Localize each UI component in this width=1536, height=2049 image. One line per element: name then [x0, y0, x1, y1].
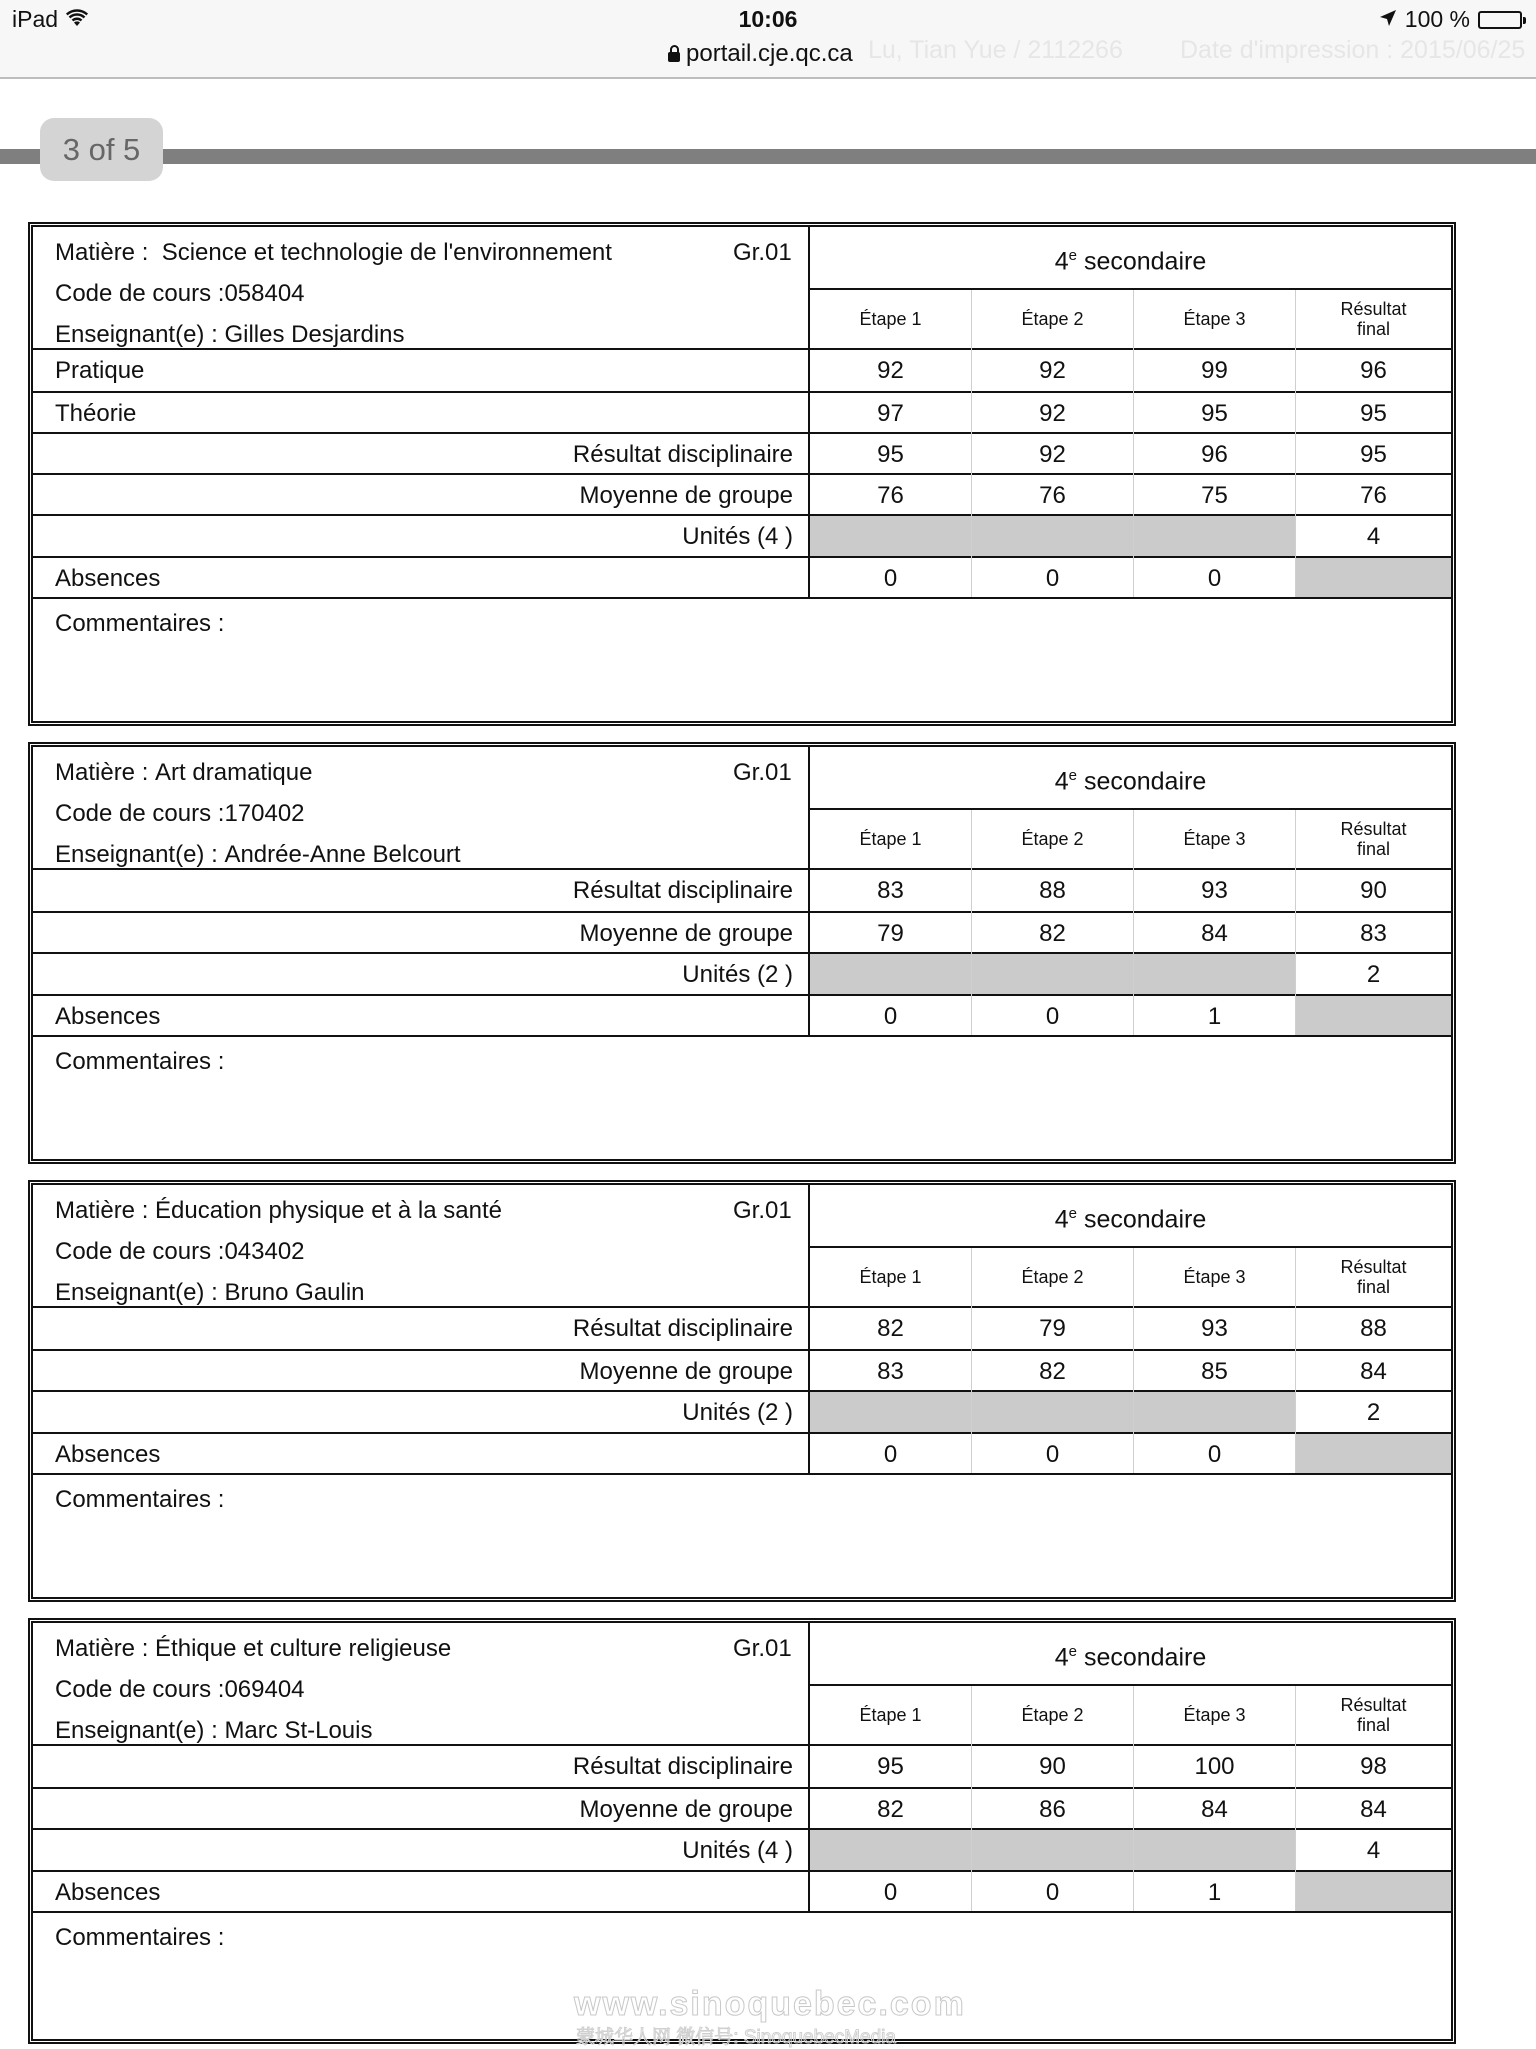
subject-line: Matière : Éthique et culture religieuse	[55, 1635, 452, 1662]
course-code: 058404	[224, 280, 305, 307]
col-resultat-final: Résultat final	[1340, 1257, 1407, 1297]
col-etape-1: Étape 1	[859, 829, 922, 849]
page-divider	[0, 149, 1536, 164]
cell: 0	[1045, 564, 1060, 592]
subject-line: Matière : Éducation physique et à la santé	[55, 1197, 502, 1224]
cell: 0	[883, 564, 898, 592]
cell: 76	[1360, 481, 1387, 509]
ghost-student-text: Lu, Tian Yue / 2112266	[868, 36, 1123, 64]
cell: 82	[1039, 1357, 1066, 1385]
cell: 0	[1207, 564, 1222, 592]
shaded-cell	[1296, 1872, 1451, 1912]
subject-name: Éthique et culture religieuse	[155, 1635, 452, 1662]
battery-percent: 100 %	[1404, 6, 1470, 32]
cell: 96	[1201, 440, 1228, 468]
col-etape-2: Étape 2	[1021, 1267, 1084, 1287]
col-etape-2: Étape 2	[1021, 1705, 1084, 1725]
teacher-line: Enseignant(e) : Andrée-Anne Belcourt	[55, 841, 461, 868]
comments-label: Commentaires :	[55, 1486, 225, 1513]
shaded-cell	[1296, 558, 1451, 598]
comments-label: Commentaires :	[55, 1048, 225, 1075]
teacher-name: Andrée-Anne Belcourt	[224, 841, 461, 868]
subject-name: Science et technologie de l'environnement	[161, 239, 612, 266]
course-code-line: Code de cours :043402	[55, 1238, 305, 1265]
cell: 84	[1360, 1357, 1387, 1385]
row-label-moyenne: Moyenne de groupe	[579, 1357, 793, 1385]
watermark-url: www.sinoquebec.com	[574, 1985, 966, 2023]
cell: 98	[1360, 1752, 1387, 1780]
row-label-absences: Absences	[55, 1440, 161, 1468]
row-label-pratique: Pratique	[55, 356, 145, 384]
cell: 0	[1207, 1440, 1222, 1468]
col-resultat-final: Résultat final	[1340, 819, 1407, 859]
subject-line: Matière : Art dramatique	[55, 759, 313, 786]
cell: 95	[877, 1752, 904, 1780]
shaded-cell	[1296, 996, 1451, 1036]
course-code: 170402	[224, 800, 305, 827]
cell: 85	[1201, 1357, 1228, 1385]
battery-icon	[1478, 11, 1522, 29]
cell: 95	[877, 440, 904, 468]
col-resultat-final: Résultat final	[1340, 1695, 1407, 1735]
cell: 92	[877, 356, 904, 384]
row-label-theorie: Théorie	[55, 399, 137, 427]
row-label-unites: Unités (4 )	[682, 1836, 793, 1864]
cell: 82	[1039, 919, 1066, 947]
cell: 1	[1207, 1878, 1222, 1906]
cell: 0	[1045, 1878, 1060, 1906]
group-label: Gr.01	[733, 239, 792, 266]
cell: 99	[1201, 356, 1228, 384]
row-label-moyenne: Moyenne de groupe	[579, 481, 793, 509]
col-etape-1: Étape 1	[859, 1705, 922, 1725]
course-code-line: Code de cours :058404	[55, 280, 305, 307]
ios-status-bar	[0, 0, 1536, 79]
course-code: 069404	[224, 1676, 305, 1703]
cell: 0	[1045, 1440, 1060, 1468]
shaded-cell	[810, 1392, 1295, 1432]
course-code: 043402	[224, 1238, 305, 1265]
col-etape-3: Étape 3	[1183, 309, 1246, 329]
course-code-line: Code de cours :069404	[55, 1676, 305, 1703]
cell: 82	[877, 1314, 904, 1342]
cell: 84	[1201, 919, 1228, 947]
cell: 93	[1201, 876, 1228, 904]
teacher-line: Enseignant(e) : Marc St-Louis	[55, 1717, 373, 1744]
cell: 79	[1039, 1314, 1066, 1342]
cell: 76	[1039, 481, 1066, 509]
row-label-resultat: Résultat disciplinaire	[572, 876, 793, 904]
group-label: Gr.01	[733, 1197, 792, 1224]
col-resultat-final: Résultat final	[1340, 299, 1407, 339]
col-etape-2: Étape 2	[1021, 829, 1084, 849]
teacher-name: Bruno Gaulin	[224, 1279, 365, 1306]
cell: 88	[1360, 1314, 1387, 1342]
cell: 4	[1366, 1836, 1381, 1864]
lock-icon	[668, 52, 680, 62]
col-etape-3: Étape 3	[1183, 829, 1246, 849]
page-indicator: 3 of 5	[40, 118, 163, 181]
cell: 96	[1360, 356, 1387, 384]
cell: 0	[1045, 1002, 1060, 1030]
url-bar[interactable]	[668, 40, 853, 68]
level-title: 4e secondaire	[1054, 767, 1207, 796]
shaded-cell	[810, 516, 1295, 556]
course-card-ethique	[28, 1618, 1456, 2044]
cell: 2	[1366, 1398, 1381, 1426]
row-label-resultat: Résultat disciplinaire	[572, 1314, 793, 1342]
cell: 4	[1366, 522, 1381, 550]
status-right	[1379, 6, 1522, 33]
col-etape-3: Étape 3	[1183, 1267, 1246, 1287]
cell: 76	[877, 481, 904, 509]
cell: 97	[877, 399, 904, 427]
cell: 90	[1039, 1752, 1066, 1780]
cell: 92	[1039, 356, 1066, 384]
cell: 95	[1360, 440, 1387, 468]
cell: 82	[877, 1795, 904, 1823]
row-label-absences: Absences	[55, 564, 161, 592]
shaded-cell	[810, 954, 1295, 994]
cell: 92	[1039, 399, 1066, 427]
row-label-unites: Unités (2 )	[682, 1398, 793, 1426]
level-title: 4e secondaire	[1054, 1205, 1207, 1234]
device-name: iPad	[12, 6, 59, 32]
cell: 83	[877, 1357, 904, 1385]
cell: 75	[1201, 481, 1228, 509]
cell: 84	[1201, 1795, 1228, 1823]
clock: 10:06	[738, 6, 798, 32]
shaded-cell	[1296, 1434, 1451, 1474]
row-label-resultat: Résultat disciplinaire	[572, 440, 793, 468]
cell: 0	[883, 1878, 898, 1906]
subject-line: Matière : Science et technologie de l'environnement	[55, 239, 612, 266]
row-label-moyenne: Moyenne de groupe	[579, 1795, 793, 1823]
location-arrow-icon	[1379, 6, 1397, 33]
cell: 0	[883, 1002, 898, 1030]
cell: 79	[877, 919, 904, 947]
cell: 90	[1360, 876, 1387, 904]
col-etape-3: Étape 3	[1183, 1705, 1246, 1725]
watermark-subtitle: 蒙城华人网 微信号: SinoquebecMedia	[576, 2027, 896, 2048]
cell: 100	[1194, 1752, 1235, 1780]
level-title: 4e secondaire	[1054, 1643, 1207, 1672]
course-card-art-dramatique	[28, 742, 1456, 1164]
row-label-absences: Absences	[55, 1878, 161, 1906]
row-label-moyenne: Moyenne de groupe	[579, 919, 793, 947]
cell: 84	[1360, 1795, 1387, 1823]
cell: 83	[877, 876, 904, 904]
teacher-line: Enseignant(e) : Gilles Desjardins	[55, 321, 405, 348]
course-card-education-physique	[28, 1180, 1456, 1602]
row-label-absences: Absences	[55, 1002, 161, 1030]
row-label-resultat: Résultat disciplinaire	[572, 1752, 793, 1780]
cell: 95	[1201, 399, 1228, 427]
teacher-name: Marc St-Louis	[224, 1717, 373, 1744]
cell: 92	[1039, 440, 1066, 468]
group-label: Gr.01	[733, 759, 792, 786]
url-text: portail.cje.qc.ca	[686, 40, 853, 67]
shaded-cell	[810, 1830, 1295, 1870]
course-code-line: Code de cours :170402	[55, 800, 305, 827]
course-card-science	[28, 222, 1456, 726]
subject-name: Art dramatique	[155, 759, 313, 786]
teacher-line: Enseignant(e) : Bruno Gaulin	[55, 1279, 365, 1306]
cell: 88	[1039, 876, 1066, 904]
row-label-unites: Unités (4 )	[682, 522, 793, 550]
subject-name: Éducation physique et à la santé	[155, 1197, 502, 1224]
comments-label: Commentaires :	[55, 1924, 225, 1951]
level-title: 4e secondaire	[1054, 247, 1207, 276]
cell: 0	[883, 1440, 898, 1468]
cell: 95	[1360, 399, 1387, 427]
cell: 86	[1039, 1795, 1066, 1823]
group-label: Gr.01	[733, 1635, 792, 1662]
col-etape-1: Étape 1	[859, 309, 922, 329]
cell: 2	[1366, 960, 1381, 988]
cell: 1	[1207, 1002, 1222, 1030]
comments-label: Commentaires :	[55, 610, 225, 637]
row-label-unites: Unités (2 )	[682, 960, 793, 988]
col-etape-1: Étape 1	[859, 1267, 922, 1287]
cell: 83	[1360, 919, 1387, 947]
teacher-name: Gilles Desjardins	[224, 321, 405, 348]
col-etape-2: Étape 2	[1021, 309, 1084, 329]
cell: 93	[1201, 1314, 1228, 1342]
ghost-print-date: Date d'impression : 2015/06/25	[1180, 36, 1526, 64]
